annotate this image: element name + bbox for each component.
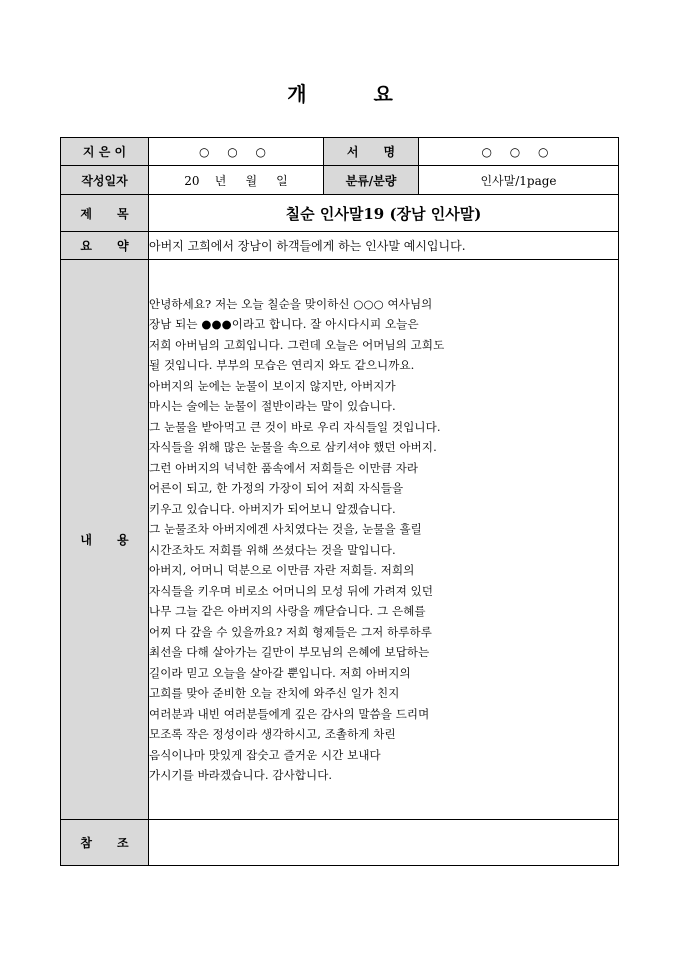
author-row (61, 138, 619, 166)
content-line: 키우고 있습니다. 아버지가 되어보니 알겠습니다. (149, 501, 396, 516)
content-line: 그런 아버지의 넉넉한 품속에서 저희들은 이만큼 자라 (149, 460, 419, 475)
content-text (149, 294, 618, 786)
content-line: 자식들을 위해 많은 눈물을 속으로 삼키셔야 했던 아버지. (149, 440, 437, 454)
content-line: 음식이나마 맛있게 잡숫고 즐거운 시간 보내다 (149, 747, 381, 762)
summary-form-table (60, 137, 619, 866)
content-line: 어른이 되고, 한 가정의 가장이 되어 저희 자식들을 (149, 481, 404, 495)
signature-value: ○ ○ ○ (419, 138, 619, 166)
content-cell (149, 260, 619, 820)
summary-row (61, 232, 619, 260)
subject-value: 칠순 인사말19 (장남 인사말) (149, 195, 619, 232)
content-line: 가시기를 바라겠습니다. 감사합니다. (149, 768, 333, 782)
date-value: 20 년 월 일 (149, 166, 324, 195)
summary-label: 요 약 (61, 232, 149, 260)
content-line: 안녕하세요? 저는 오늘 칠순을 맞이하신 ○○○ 여사님의 (149, 296, 433, 311)
content-line: 아버지의 눈에는 눈물이 보이지 않지만, 아버지가 (149, 378, 396, 393)
content-line: 저희 아버님의 고희입니다. 그런데 오늘은 어머님의 고희도 (149, 337, 445, 352)
subject-label: 제 목 (61, 195, 149, 232)
content-line: 아버지, 어머니 덕분으로 이만큼 자란 저희들. 저희의 (149, 563, 415, 577)
content-line: 그 눈물조차 아버지에겐 사치였다는 것을, 눈물을 흘릴 (149, 522, 422, 536)
reference-value (149, 820, 619, 866)
summary-value: 아버지 고희에서 장남이 하객들에게 하는 인사말 예시입니다. (149, 232, 619, 260)
content-line: 최선을 다해 살아가는 길만이 부모님의 은혜에 보답하는 (149, 645, 430, 659)
content-line: 고희를 맞아 준비한 오늘 잔치에 와주신 일가 친지 (149, 686, 400, 700)
content-line: 될 것입니다. 부부의 모습은 연리지 와도 같으니까요. (149, 358, 415, 372)
date-label: 작성일자 (61, 166, 149, 195)
content-label: 내 용 (61, 260, 149, 820)
date-row (61, 166, 619, 195)
content-row (61, 260, 619, 820)
reference-row (61, 820, 619, 866)
content-line: 그 눈물을 받아먹고 큰 것이 바로 우리 자식들일 것입니다. (149, 419, 441, 434)
content-line: 시간조차도 저희를 위해 쓰셨다는 것을 말입니다. (149, 542, 396, 557)
content-line: 길이라 믿고 오늘을 살아갈 뿐입니다. 저희 아버지의 (149, 665, 411, 680)
category-label: 분류/분량 (324, 166, 419, 195)
content-line: 모조록 작은 정성이라 생각하시고, 조촐하게 차린 (149, 727, 396, 741)
content-line: 자식들을 키우며 비로소 어머니의 모성 뒤에 가려져 있던 (149, 583, 434, 598)
reference-label: 참 조 (61, 820, 149, 866)
content-line: 장남 되는 ●●●이라고 합니다. 잘 아시다시피 오늘은 (149, 317, 419, 331)
subject-row (61, 195, 619, 232)
content-line: 어찌 다 갚을 수 있을까요? 저희 형제들은 그저 하루하루 (149, 624, 432, 639)
author-value: ○ ○ ○ (149, 138, 324, 166)
content-line: 마시는 술에는 눈물이 절반이라는 말이 있습니다. (149, 399, 396, 413)
document-title: 개 요 (287, 82, 423, 106)
author-label: 지 은 이 (61, 138, 149, 166)
category-value: 인사말/1page (419, 166, 619, 195)
content-line: 나무 그늘 같은 아버지의 사랑을 깨닫습니다. 그 은혜를 (149, 604, 426, 618)
content-line: 여러분과 내빈 여러분들에게 깊은 감사의 말씀을 드리며 (149, 706, 430, 721)
signature-label: 서 명 (324, 138, 419, 166)
